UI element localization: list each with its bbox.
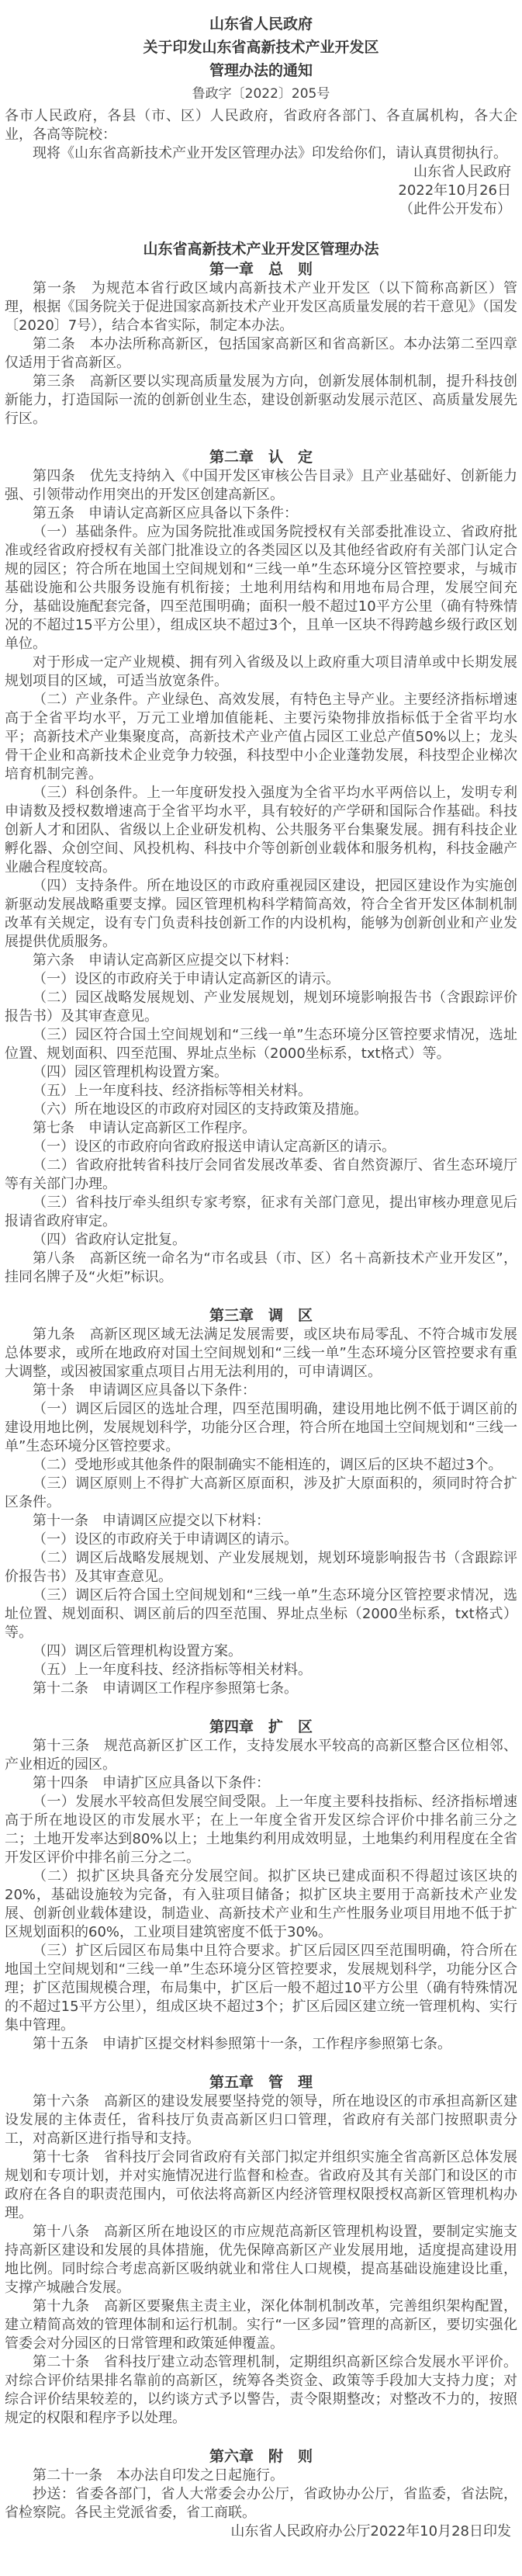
notice-title-line1: 山东省人民政府 (209, 16, 313, 33)
article-paragraph: （一）调区后园区的选址合理，四至范围明确，建设用地比例不低于调区前的建设用地比例，发展规划科学，功能分区合理，符合所在地国土空间规划和“三线一单”生态环境分区管控要求。 (5, 1401, 517, 1454)
article-paragraph: （一）设区的市政府关于申请调区的请示。 (33, 1531, 298, 1548)
chapter-heading: 第一章 总 则 (209, 261, 313, 278)
salutation: 各市人民政府，各县（市、区）人民政府，省政府各部门、各直属机构，各大企业，各高等院校： (5, 108, 517, 143)
article-paragraph: （一）设区的市政府关于申请认定高新区的请示。 (33, 971, 340, 987)
article-paragraph: （二）受地形或其他条件的限制确实不能相连的，调区后的区块不超过3个。 (33, 1457, 503, 1473)
footer-block (5, 2485, 517, 2541)
article-paragraph: （四）调区后管理机构设置方案。 (33, 1643, 242, 1659)
chapter-heading: 第四章 扩 区 (209, 1718, 313, 1735)
chapter-heading: 第五章 管 理 (209, 2074, 313, 2091)
forward-text: 现将《山东省高新技术产业开发区管理办法》印发给你们，请认真贯彻执行。 (33, 145, 507, 161)
article-paragraph: 对于形成一定产业规模、拥有列入省级及以上政府重大项目清单或中长期发展规划项目的区域，可适当放宽条件。 (5, 654, 517, 689)
doc-number: 鲁政字〔2022〕205号 (192, 86, 330, 102)
article-paragraph: 第三条 高新区要以实现高质量发展为方向，创新发展体制机制，提升科技创新能力，打造国际一流的创新创业生态，建设创新驱动发展示范区、高质量发展先行区。 (5, 373, 517, 427)
measures-body (5, 259, 517, 2485)
article-paragraph: 第九条 高新区现区域无法满足发展需要，或区块布局零乱、不符合城市发展总体要求，或所在地政府对国土空间规划和“三线一单”生态环境分区管控要求有重大调整，或因被国家重点项目占用无法利用的，可申请调区。 (5, 1326, 517, 1380)
article-paragraph: 第八条 高新区统一命名为“市名或县（市、区）名＋高新技术产业开发区”，挂同名牌子及“火炬”标识。 (5, 1250, 517, 1285)
article-paragraph: （五）上一年度科技、经济指标等相关材料。 (33, 1083, 312, 1099)
public-note: （此件公开发布） (399, 201, 511, 217)
article-paragraph: （四）支持条件。所在地设区的市政府重视园区建设，把园区建设作为实施创新驱动发展战略重要支撑。园区管理机构科学精简高效，符合全省开发区体制机制改革有关规定，设有专门负责科技创新工作的内设机构，能够为创新创业和产业发展提供优质服务。 (5, 878, 517, 950)
article-paragraph: 第七条 申请认定高新区工作程序。 (33, 1120, 256, 1136)
article-paragraph: （三）调区后符合国土空间规划和“三线一单”生态环境分区管控要求情况，选址位置、规划面积、调区前后的四至范围、界址点坐标（2000坐标系，txt格式）等。 (5, 1587, 517, 1641)
article-paragraph: 第十三条 规范高新区扩区工作，支持发展水平较高的高新区整合区位相邻、产业相近的园区。 (5, 1738, 517, 1773)
article-paragraph: （六）所在地设区的市政府对园区的支持政策及措施。 (33, 1101, 368, 1118)
chapter-heading: 第二章 认 定 (209, 449, 313, 466)
article-paragraph: 第十条 申请调区应具备以下条件： (33, 1382, 256, 1399)
article-paragraph: 第十五条 申请扩区提交材料参照第十一条，工作程序参照第七条。 (33, 2036, 451, 2052)
article-paragraph: 第二条 本办法所称高新区，包括国家高新区和省高新区。本办法第二至四章仅适用于省高新区。 (5, 336, 517, 371)
article-paragraph: 第一条 为规范本省行政区域内高新技术产业开发区（以下简称高新区）管理，根据《国务院关于促进国家高新技术产业开发区高质量发展的若干意见》（国发〔2020〕7号），结合本省实际，制定本办法。 (5, 280, 517, 334)
article-paragraph: 第五条 申请认定高新区应具备以下条件： (33, 505, 298, 522)
notice-header (5, 12, 517, 106)
article-paragraph: （二）调区后战略发展规划、产业发展规划，规划环境影响报告书（含跟踪评价报告书）及其审查意见。 (5, 1550, 517, 1585)
article-paragraph: 第十六条 高新区的建设发展要坚持党的领导，所在地设区的市承担高新区建设发展的主体责任，省科技厅负责高新区归口管理，省政府有关部门按照职责分工，对高新区进行指导和支持。 (5, 2093, 517, 2147)
article-paragraph: 第四条 优先支持纳入《中国开发区审核公告目录》且产业基础好、创新能力强、引领带动作用突出的开发区创建高新区。 (5, 468, 517, 503)
article-paragraph: 第二十条 省科技厅建立动态管理机制，定期组织高新区综合发展水平评价。对综合评价结果排名靠前的高新区，统筹各类资金、政策等手段加大支持力度；对综合评价结果较差的，以约谈方式予以警告，责令限期整改；对整改不力的，按照规定的权限和程序予以处理。 (5, 2354, 517, 2426)
article-paragraph: （三）园区符合国土空间规划和“三线一单”生态环境分区管控要求情况，选址位置、规划面积、四至范围、界址点坐标（2000坐标系，txt格式）等。 (5, 1027, 517, 1062)
measures-title: 山东省高新技术产业开发区管理办法 (143, 241, 379, 258)
notice-title-line2: 关于印发山东省高新技术产业开发区 (143, 39, 379, 56)
article-paragraph: 第十七条 省科技厅会同省政府有关部门拟定并组织实施全省高新区总体发展规划和专项计划，并对实施情况进行监督和检查。省政府及其有关部门和设区的市政府在各自的职责范围内，可依法将高新区内经济管理权限授权高新区管理机构办理。 (5, 2149, 517, 2221)
article-paragraph: （一）发展水平较高但发展空间受限。上一年度主要科技指标、经济指标增速高于所在地设区的市发展水平；在上一年度全省开发区综合评价中排名前三分之二；土地开发率达到80%以上；土地集约利用成效明显，土地集约利用程度在全省开发区评价中排名前三分之二。 (5, 1794, 517, 1866)
article-paragraph: 第二十一条 本办法自印发之日起施行。 (33, 2467, 284, 2484)
article-paragraph: （五）上一年度科技、经济指标等相关材料。 (33, 1662, 312, 1678)
print-line: 山东省人民政府办公厅2022年10月28日印发 (230, 2523, 511, 2540)
article-paragraph: （三）科创条件。上一年度研发投入强度为全省平均水平两倍以上，发明专利申请数及授权数增速高于全省平均水平，具有较好的产学研和国际合作基础。科技创新人才和团队、省级以上企业研发机构、公共服务平台集聚发展。拥有科技企业孵化器、众创空间、风投机构、科技中介等创新创业载体和服务机构，科技金融产业融合程度较高。 (5, 785, 517, 875)
article-paragraph: 第十二条 申请调区工作程序参照第七条。 (33, 1680, 298, 1697)
article-paragraph: （三）省科技厅牵头组织专家考察，征求有关部门意见，提出审核办理意见后报请省政府审定。 (5, 1194, 517, 1229)
article-paragraph: 第十四条 申请扩区应具备以下条件： (33, 1775, 270, 1791)
article-paragraph: （二）园区战略发展规划、产业发展规划，规划环境影响报告书（含跟踪评价报告书）及其审查意见。 (5, 990, 517, 1025)
article-paragraph: 第十九条 高新区要聚焦主责主业，深化体制机制改革，完善组织架构配置，建立精简高效的管理体制和运行机制。实行“一区多园”管理的高新区，要切实强化管委会对分园区的日常管理和政策延伸覆盖。 (5, 2298, 517, 2352)
article-paragraph: 第六条 申请认定高新区应提交以下材料： (33, 952, 298, 969)
sign-date: 2022年10月26日 (398, 182, 511, 199)
article-paragraph: （一）设区的市政府向省政府报送申请认定高新区的请示。 (33, 1139, 396, 1155)
notice-title-line3: 管理办法的通知 (209, 62, 313, 79)
cc-line: 抄送：省委各部门，省人大常委会办公厅，省政协办公厅，省监委，省法院，省检察院。各民主党派省委，省工商联。 (5, 2486, 517, 2521)
article-paragraph: （四）园区管理机构设置方案。 (33, 1064, 228, 1080)
article-paragraph: （四）省政府认定批复。 (33, 1232, 186, 1248)
article-paragraph: （一）基础条件。应为国务院批准或国务院授权有关部委批准设立、省政府批准或经省政府授权有关部门批准设立的各类园区以及其他经省政府有关部门认定合规的园区；符合所在地国土空间规划和“三线一单”生态环境分区管控要求，与城市基础设施和公共服务设施有机衔接；土地利用结构和用地布局合理，发展空间充分，基础设施配套完备，四至范围明确；面积一般不超过10平方公里（确有特殊情况的不超过15平方公里），组成区块不超过3个，且单一区块不得跨越乡级行政区划单位。 (5, 524, 517, 652)
signer: 山东省人民政府 (413, 164, 511, 180)
article-paragraph: （二）拟扩区块具备充分发展空间。拟扩区块已建成面积不得超过该区块的20%，基础设施较为完备，有入驻项目储备；拟扩区块主要用于高新技术产业发展、创新创业载体建设，制造业、高新技术产业和生产性服务业项目用地不低于扩区规划面积的60%，工业项目建筑密度不低于30%。 (5, 1868, 517, 1940)
article-paragraph: （二）产业条件。产业绿色、高效发展，有特色主导产业。主要经济指标增速高于全省平均水平，万元工业增加值能耗、主要污染物排放指标低于全省平均水平；高新技术产业集聚度高，高新技术产业产值占园区工业总产值50%以上；龙头骨干企业和高新技术企业竞争力较强，科技型中小企业蓬勃发展，科技型企业梯次培育机制完善。 (5, 692, 517, 782)
article-paragraph: 第十一条 申请调区应提交以下材料： (33, 1513, 270, 1529)
chapter-heading: 第三章 调 区 (209, 1307, 313, 1324)
article-paragraph: 第十八条 高新区所在地设区的市应规范高新区管理机构设置，要制定实施支持高新区建设和发展的具体措施，优先保障高新区产业发展用地，适度提高建设用地比例。同时综合考虑高新区吸纳就业和常住人口规模，提高基础设施建设比重，支撑产城融合发展。 (5, 2224, 517, 2296)
article-paragraph: （三）调区原则上不得扩大高新区原面积，涉及扩大原面积的，须同时符合扩区条件。 (5, 1475, 517, 1510)
chapter-heading: 第六章 附 则 (209, 2448, 313, 2465)
article-paragraph: （三）扩区后园区布局集中且符合要求。扩区后园区四至范围明确，符合所在地国土空间规划和“三线一单”生态环境分区管控要求，发展规划科学，功能分区合理；扩区范围规模合理，布局集中，扩区后一般不超过10平方公里（确有特殊情况的不超过15平方公里），组成区块不超过3个；扩区后园区建立统一管理机构、实行集中管理。 (5, 1943, 517, 2033)
article-paragraph: （二）省政府批转省科技厅会同省发展改革委、省自然资源厅、省生态环境厅等有关部门办理。 (5, 1157, 517, 1192)
